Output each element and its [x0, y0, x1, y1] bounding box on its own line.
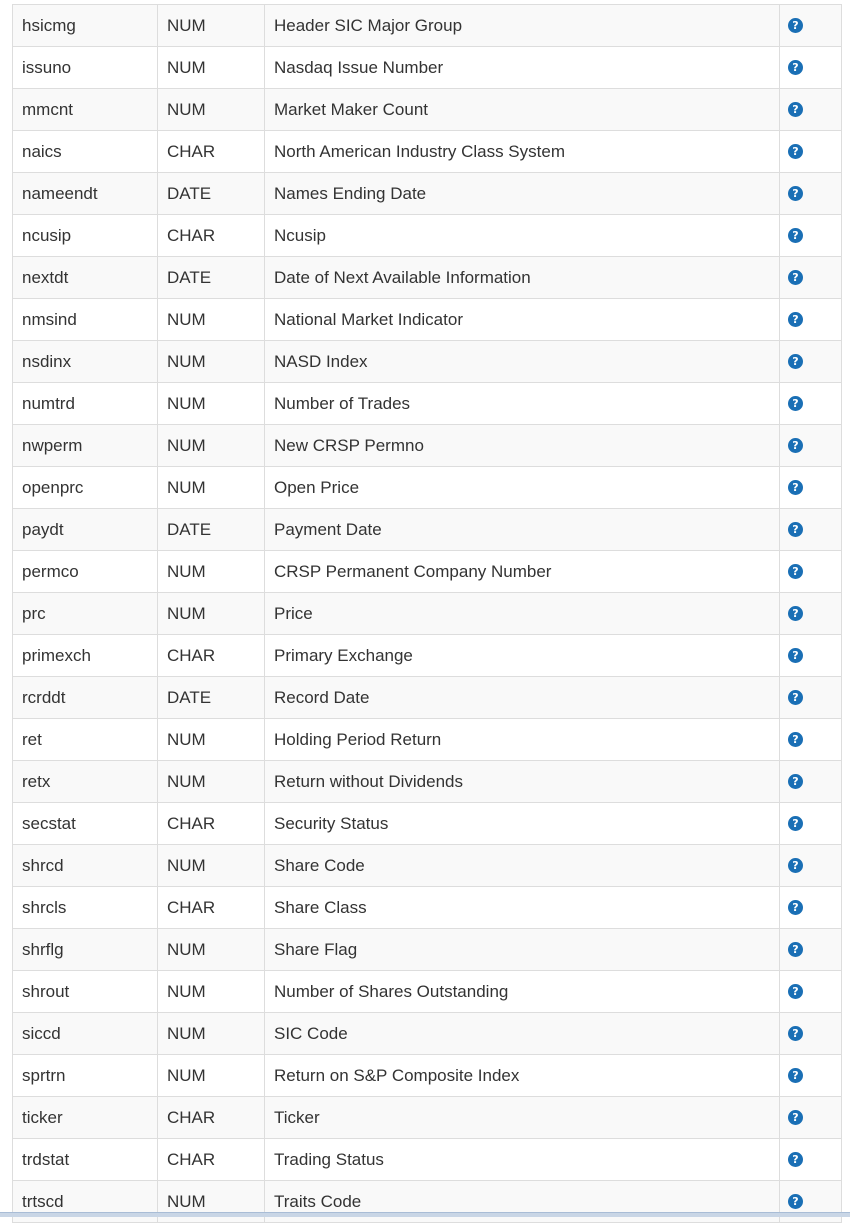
question-circle-icon[interactable]: ?: [788, 438, 803, 453]
table-row: [13, 551, 842, 593]
variable-type-cell: NUM: [158, 845, 265, 887]
help-cell: [780, 929, 842, 971]
variable-type-cell: CHAR: [158, 635, 265, 677]
variable-type-cell: DATE: [158, 257, 265, 299]
table-row: [13, 929, 842, 971]
variables-table-body: [13, 5, 842, 1223]
table-row: [13, 1055, 842, 1097]
variable-type-cell: CHAR: [158, 887, 265, 929]
variable-type-cell: NUM: [158, 89, 265, 131]
variable-name-cell: mmcnt: [13, 89, 158, 131]
question-circle-icon[interactable]: ?: [788, 942, 803, 957]
table-row: [13, 47, 842, 89]
table-row: [13, 1139, 842, 1181]
table-row: [13, 425, 842, 467]
table-row: [13, 299, 842, 341]
variable-name-cell: siccd: [13, 1013, 158, 1055]
variable-name-cell: shrflg: [13, 929, 158, 971]
variable-type-cell: NUM: [158, 971, 265, 1013]
question-circle-icon[interactable]: ?: [788, 564, 803, 579]
help-cell: [780, 89, 842, 131]
variable-description-cell: Share Flag: [265, 929, 780, 971]
help-cell: [780, 215, 842, 257]
variable-description-cell: Primary Exchange: [265, 635, 780, 677]
variable-name-cell: permco: [13, 551, 158, 593]
table-row: [13, 635, 842, 677]
variable-name-cell: issuno: [13, 47, 158, 89]
table-row: [13, 845, 842, 887]
variable-name-cell: secstat: [13, 803, 158, 845]
question-circle-icon[interactable]: ?: [788, 1026, 803, 1041]
variable-description-cell: Return on S&P Composite Index: [265, 1055, 780, 1097]
variable-description-cell: Traits Code: [265, 1181, 780, 1223]
variable-description-cell: Number of Shares Outstanding: [265, 971, 780, 1013]
variable-type-cell: NUM: [158, 593, 265, 635]
variable-description-cell: SIC Code: [265, 1013, 780, 1055]
variable-name-cell: naics: [13, 131, 158, 173]
variable-type-cell: NUM: [158, 1181, 265, 1223]
question-circle-icon[interactable]: ?: [788, 270, 803, 285]
variable-type-cell: CHAR: [158, 131, 265, 173]
variable-type-cell: NUM: [158, 383, 265, 425]
variable-name-cell: rcrddt: [13, 677, 158, 719]
variable-name-cell: nmsind: [13, 299, 158, 341]
variable-type-cell: NUM: [158, 5, 265, 47]
table-row: [13, 593, 842, 635]
help-cell: [780, 887, 842, 929]
question-circle-icon[interactable]: ?: [788, 1194, 803, 1209]
question-circle-icon[interactable]: ?: [788, 228, 803, 243]
table-row: [13, 803, 842, 845]
variable-type-cell: NUM: [158, 1013, 265, 1055]
variable-description-cell: Return without Dividends: [265, 761, 780, 803]
variable-type-cell: NUM: [158, 299, 265, 341]
question-circle-icon[interactable]: ?: [788, 774, 803, 789]
variable-name-cell: ncusip: [13, 215, 158, 257]
variable-name-cell: ret: [13, 719, 158, 761]
variable-type-cell: NUM: [158, 551, 265, 593]
help-cell: [780, 971, 842, 1013]
variables-table: [12, 4, 842, 1223]
variable-description-cell: Names Ending Date: [265, 173, 780, 215]
help-cell: [780, 1013, 842, 1055]
variable-name-cell: trtscd: [13, 1181, 158, 1223]
variable-description-cell: Record Date: [265, 677, 780, 719]
variable-type-cell: CHAR: [158, 1097, 265, 1139]
table-row: [13, 1013, 842, 1055]
help-cell: [780, 719, 842, 761]
variable-name-cell: nwperm: [13, 425, 158, 467]
help-cell: [780, 677, 842, 719]
help-cell: [780, 173, 842, 215]
variable-type-cell: NUM: [158, 47, 265, 89]
help-cell: [780, 803, 842, 845]
variable-type-cell: DATE: [158, 677, 265, 719]
variable-name-cell: shrcd: [13, 845, 158, 887]
variable-description-cell: Date of Next Available Information: [265, 257, 780, 299]
help-cell: [780, 467, 842, 509]
variable-description-cell: NASD Index: [265, 341, 780, 383]
help-cell: [780, 47, 842, 89]
variable-name-cell: trdstat: [13, 1139, 158, 1181]
variable-name-cell: primexch: [13, 635, 158, 677]
table-row: [13, 887, 842, 929]
question-circle-icon[interactable]: ?: [788, 1110, 803, 1125]
help-cell: [780, 5, 842, 47]
table-row: [13, 761, 842, 803]
variable-type-cell: NUM: [158, 761, 265, 803]
help-cell: [780, 551, 842, 593]
table-row: [13, 383, 842, 425]
variable-name-cell: hsicmg: [13, 5, 158, 47]
question-circle-icon[interactable]: ?: [788, 522, 803, 537]
variable-description-cell: Payment Date: [265, 509, 780, 551]
help-cell: [780, 1055, 842, 1097]
variable-name-cell: numtrd: [13, 383, 158, 425]
table-row: [13, 341, 842, 383]
question-circle-icon[interactable]: ?: [788, 732, 803, 747]
variable-name-cell: nameendt: [13, 173, 158, 215]
table-row: [13, 467, 842, 509]
variable-description-cell: Open Price: [265, 467, 780, 509]
variables-table-container: [12, 4, 842, 1223]
question-circle-icon[interactable]: ?: [788, 354, 803, 369]
variable-description-cell: Nasdaq Issue Number: [265, 47, 780, 89]
table-row: [13, 257, 842, 299]
help-cell: [780, 1139, 842, 1181]
table-row: [13, 215, 842, 257]
variable-description-cell: North American Industry Class System: [265, 131, 780, 173]
question-circle-icon[interactable]: ?: [788, 984, 803, 999]
table-row: [13, 1097, 842, 1139]
variable-description-cell: Share Class: [265, 887, 780, 929]
variable-description-cell: National Market Indicator: [265, 299, 780, 341]
variable-type-cell: NUM: [158, 341, 265, 383]
help-cell: [780, 383, 842, 425]
variable-description-cell: Trading Status: [265, 1139, 780, 1181]
help-cell: [780, 593, 842, 635]
variable-type-cell: NUM: [158, 1055, 265, 1097]
variable-name-cell: paydt: [13, 509, 158, 551]
table-row: [13, 971, 842, 1013]
question-circle-icon[interactable]: ?: [788, 144, 803, 159]
help-cell: [780, 425, 842, 467]
variable-type-cell: NUM: [158, 929, 265, 971]
variable-name-cell: shrout: [13, 971, 158, 1013]
variable-name-cell: sprtrn: [13, 1055, 158, 1097]
variable-type-cell: DATE: [158, 173, 265, 215]
table-row: [13, 677, 842, 719]
variable-name-cell: nextdt: [13, 257, 158, 299]
variable-type-cell: DATE: [158, 509, 265, 551]
table-row: [13, 5, 842, 47]
table-row: [13, 89, 842, 131]
question-circle-icon[interactable]: ?: [788, 606, 803, 621]
variable-type-cell: CHAR: [158, 215, 265, 257]
variable-description-cell: Holding Period Return: [265, 719, 780, 761]
question-circle-icon[interactable]: ?: [788, 186, 803, 201]
question-circle-icon[interactable]: ?: [788, 102, 803, 117]
variable-name-cell: ticker: [13, 1097, 158, 1139]
help-cell: [780, 257, 842, 299]
variable-description-cell: Ticker: [265, 1097, 780, 1139]
question-circle-icon[interactable]: ?: [788, 1152, 803, 1167]
help-cell: [780, 761, 842, 803]
variable-name-cell: nsdinx: [13, 341, 158, 383]
variable-type-cell: NUM: [158, 719, 265, 761]
window-bottom-edge: [0, 1212, 850, 1217]
table-row: [13, 719, 842, 761]
variable-description-cell: New CRSP Permno: [265, 425, 780, 467]
help-cell: [780, 635, 842, 677]
variable-description-cell: Number of Trades: [265, 383, 780, 425]
variable-type-cell: CHAR: [158, 1139, 265, 1181]
variable-description-cell: Price: [265, 593, 780, 635]
help-cell: [780, 299, 842, 341]
variable-name-cell: prc: [13, 593, 158, 635]
variable-name-cell: openprc: [13, 467, 158, 509]
question-circle-icon[interactable]: ?: [788, 480, 803, 495]
help-cell: [780, 845, 842, 887]
question-circle-icon[interactable]: ?: [788, 648, 803, 663]
variable-type-cell: NUM: [158, 467, 265, 509]
variable-name-cell: shrcls: [13, 887, 158, 929]
variable-description-cell: Ncusip: [265, 215, 780, 257]
question-circle-icon[interactable]: ?: [788, 690, 803, 705]
variable-type-cell: CHAR: [158, 803, 265, 845]
question-circle-icon[interactable]: ?: [788, 858, 803, 873]
help-cell: [780, 341, 842, 383]
table-row: [13, 173, 842, 215]
question-circle-icon[interactable]: ?: [788, 60, 803, 75]
question-circle-icon[interactable]: ?: [788, 1068, 803, 1083]
variable-name-cell: retx: [13, 761, 158, 803]
variable-description-cell: Market Maker Count: [265, 89, 780, 131]
variable-description-cell: Share Code: [265, 845, 780, 887]
table-row: [13, 131, 842, 173]
question-circle-icon[interactable]: ?: [788, 18, 803, 33]
help-cell: [780, 131, 842, 173]
help-cell: [780, 509, 842, 551]
question-circle-icon[interactable]: ?: [788, 312, 803, 327]
question-circle-icon[interactable]: ?: [788, 396, 803, 411]
variable-description-cell: Header SIC Major Group: [265, 5, 780, 47]
question-circle-icon[interactable]: ?: [788, 816, 803, 831]
variable-type-cell: NUM: [158, 425, 265, 467]
table-row: [13, 509, 842, 551]
help-cell: [780, 1097, 842, 1139]
variable-description-cell: Security Status: [265, 803, 780, 845]
variable-description-cell: CRSP Permanent Company Number: [265, 551, 780, 593]
question-circle-icon[interactable]: ?: [788, 900, 803, 915]
